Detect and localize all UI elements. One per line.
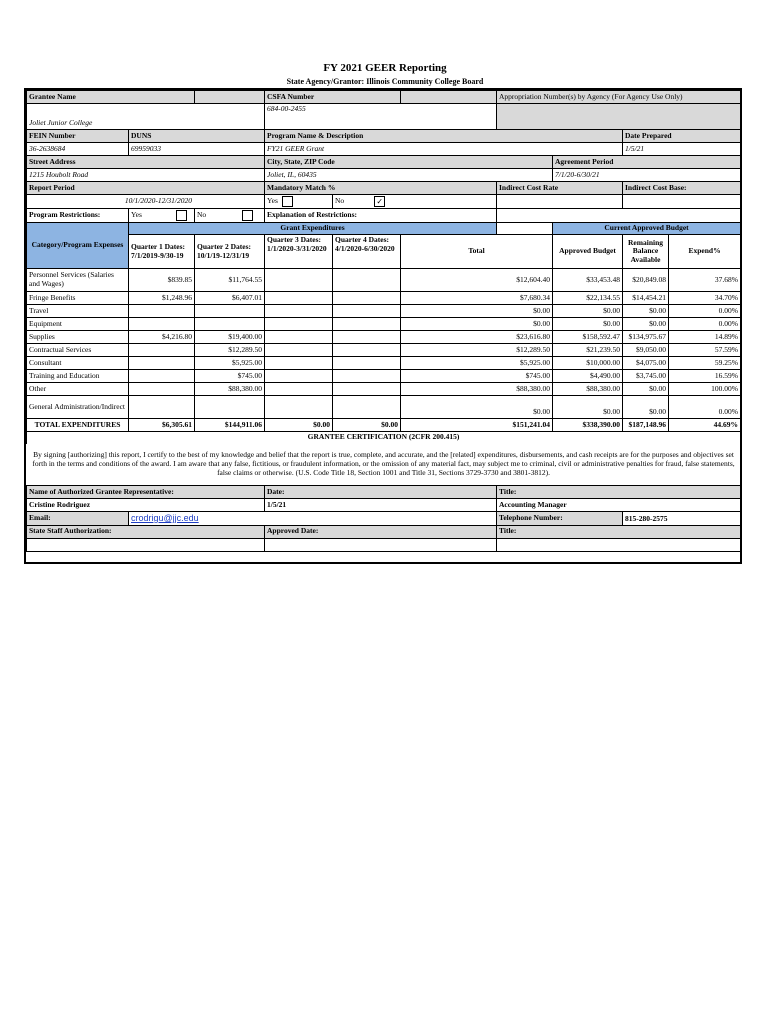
row-total: $5,925.00 — [401, 357, 553, 370]
table-row — [27, 396, 741, 419]
approved-date-label: Approved Date: — [265, 525, 497, 538]
row-q2[interactable]: $88,380.00 — [195, 383, 265, 396]
row-q2[interactable] — [195, 305, 265, 318]
row-category: Travel — [27, 305, 129, 318]
expend-header: Expend% — [669, 235, 741, 269]
row-q1[interactable]: $839.85 — [129, 269, 195, 292]
row-q1[interactable] — [129, 370, 195, 383]
staff-title-label: Title: — [497, 525, 741, 538]
row-category: Consultant — [27, 357, 129, 370]
approved-date-value[interactable] — [265, 538, 497, 551]
row-remaining: $134,975.67 — [623, 331, 669, 344]
totals-total: $151,241.04 — [401, 419, 553, 432]
explanation-value[interactable] — [497, 209, 741, 223]
rep-label: Name of Authorized Grantee Representative: — [27, 486, 265, 499]
row-q3[interactable] — [265, 396, 333, 419]
city-value[interactable]: Joliet, IL, 60435 — [265, 169, 553, 182]
totals-q3: $0.00 — [265, 419, 333, 432]
row-expend: 37.68% — [669, 269, 741, 292]
row-approved[interactable]: $33,453.48 — [553, 269, 623, 292]
row-q4[interactable] — [333, 292, 401, 305]
grantee-name-value[interactable]: Joliet Junior College — [27, 104, 265, 130]
row-q3[interactable] — [265, 305, 333, 318]
staff-auth-value[interactable] — [27, 538, 265, 551]
certification-title: GRANTEE CERTIFICATION (2CFR 200.415) — [27, 432, 741, 444]
row-q4[interactable] — [333, 383, 401, 396]
report-period-value[interactable]: 10/1/2020-12/31/2020 — [27, 195, 265, 209]
row-category: Fringe Benefits — [27, 292, 129, 305]
q3-header: Quarter 3 Dates: 1/1/2020-3/31/2020 — [265, 235, 333, 269]
table-row — [27, 331, 741, 344]
match-no — [333, 195, 497, 209]
row-q4[interactable] — [333, 357, 401, 370]
row-approved[interactable]: $0.00 — [553, 396, 623, 419]
totals-label: TOTAL EXPENDITURES — [27, 419, 129, 432]
row-q1[interactable] — [129, 318, 195, 331]
duns-label: DUNS — [129, 130, 265, 143]
row-q4[interactable] — [333, 305, 401, 318]
row-expend: 0.00% — [669, 318, 741, 331]
grantee-name-label: Grantee Name — [27, 91, 195, 104]
row-category: Supplies — [27, 331, 129, 344]
appropriation-value — [497, 104, 741, 130]
rep-name-value[interactable]: Cristine Rodriguez — [27, 499, 265, 512]
restrictions-yes-label: Yes — [131, 210, 142, 220]
row-category: Contractual Services — [27, 344, 129, 357]
row-remaining: $0.00 — [623, 396, 669, 419]
row-remaining: $4,075.00 — [623, 357, 669, 370]
totals-row — [27, 419, 741, 432]
row-q3[interactable] — [265, 383, 333, 396]
row-total: $0.00 — [401, 318, 553, 331]
table-row — [27, 370, 741, 383]
staff-title-value[interactable] — [497, 538, 741, 551]
csfa-number-value[interactable]: 684-00-2455 — [265, 104, 497, 130]
row-q4[interactable] — [333, 269, 401, 292]
indirect-base-label: Indirect Cost Base: — [623, 182, 741, 195]
current-budget-header: Current Approved Budget — [553, 223, 741, 235]
row-q1[interactable]: $1,248.96 — [129, 292, 195, 305]
mandatory-match-label: Mandatory Match % — [265, 182, 497, 195]
row-q3[interactable] — [265, 292, 333, 305]
match-yes-checkbox[interactable] — [282, 196, 293, 207]
row-q2[interactable]: $19,400.00 — [195, 331, 265, 344]
row-q3[interactable] — [265, 370, 333, 383]
row-category: Personnel Services (Salaries and Wages) — [27, 269, 129, 292]
restrictions-yes — [129, 209, 195, 223]
table-row — [27, 318, 741, 331]
row-q3[interactable] — [265, 357, 333, 370]
row-total: $88,380.00 — [401, 383, 553, 396]
date-prepared-label: Date Prepared — [623, 130, 741, 143]
row-remaining: $9,050.00 — [623, 344, 669, 357]
row-q3[interactable] — [265, 344, 333, 357]
table-row — [27, 357, 741, 370]
row-q1[interactable] — [129, 383, 195, 396]
appropriation-label: Appropriation Number(s) by Agency (For Agency Use Only) — [497, 91, 741, 104]
totals-q2: $144,911.06 — [195, 419, 265, 432]
row-total: $7,680.34 — [401, 292, 553, 305]
row-q2[interactable]: $12,289.50 — [195, 344, 265, 357]
row-q2[interactable]: $745.00 — [195, 370, 265, 383]
row-q4[interactable] — [333, 396, 401, 419]
row-expend: 0.00% — [669, 305, 741, 318]
row-q2[interactable] — [195, 396, 265, 419]
staff-auth-label: State Staff Authorization: — [27, 525, 265, 538]
row-category: Equipment — [27, 318, 129, 331]
explanation-label: Explanation of Restrictions: — [265, 209, 497, 223]
row-expend: 16.59% — [669, 370, 741, 383]
program-value[interactable]: FY21 GEER Grant — [265, 143, 623, 156]
row-total: $0.00 — [401, 396, 553, 419]
q1-header: Quarter 1 Dates: 7/1/2019-9/30-19 — [129, 235, 195, 269]
match-no-checkbox[interactable]: ✓ — [374, 196, 385, 207]
restrictions-no-label: No — [197, 210, 207, 220]
indirect-base-value[interactable] — [623, 195, 741, 209]
row-expend: 100.00% — [669, 383, 741, 396]
row-approved[interactable]: $158,592.47 — [553, 331, 623, 344]
street-value[interactable]: 1215 Houbolt Road — [27, 169, 265, 182]
table-row — [27, 383, 741, 396]
row-q2[interactable]: $6,407.01 — [195, 292, 265, 305]
category-header: Category/Program Expenses — [27, 223, 129, 269]
restrictions-no — [195, 209, 265, 223]
email-label: Email: — [27, 512, 129, 526]
header-gap — [497, 223, 553, 235]
report-table — [26, 90, 741, 552]
totals-remaining: $187,148.96 — [623, 419, 669, 432]
indirect-rate-value[interactable] — [497, 195, 623, 209]
row-total: $12,289.50 — [401, 344, 553, 357]
row-total: $23,616.80 — [401, 331, 553, 344]
row-q4[interactable] — [333, 344, 401, 357]
table-row — [27, 344, 741, 357]
row-q3[interactable] — [265, 269, 333, 292]
row-q3[interactable] — [265, 318, 333, 331]
row-total: $12,604.40 — [401, 269, 553, 292]
match-no-label: No — [335, 196, 345, 206]
q4-header: Quarter 4 Dates: 4/1/2020-6/30/2020 — [333, 235, 401, 269]
row-remaining: $20,849.08 — [623, 269, 669, 292]
totals-q4: $0.00 — [333, 419, 401, 432]
row-expend: 57.59% — [669, 344, 741, 357]
row-q1[interactable] — [129, 344, 195, 357]
title-label: Title: — [497, 486, 741, 499]
table-row — [27, 305, 741, 318]
row-q1[interactable] — [129, 357, 195, 370]
row-q4[interactable] — [333, 370, 401, 383]
row-category: Training and Education — [27, 370, 129, 383]
restrictions-no-checkbox[interactable] — [242, 210, 253, 221]
row-q4[interactable] — [333, 331, 401, 344]
row-q1[interactable] — [129, 396, 195, 419]
agreement-label: Agreement Period — [553, 156, 741, 169]
row-remaining: $14,454.21 — [623, 292, 669, 305]
row-q1[interactable]: $4,216.80 — [129, 331, 195, 344]
report-period-label: Report Period — [27, 182, 265, 195]
row-approved[interactable]: $0.00 — [553, 305, 623, 318]
row-expend: 34.70% — [669, 292, 741, 305]
table-row — [27, 269, 741, 292]
remaining-header: Remaining Balance Available — [623, 235, 669, 269]
certification-text: By signing [authorizing] this report, I certify to the best of my knowledge and belief that the report is true, complete, and accurate, and the [related] expenditures, disbursements, and cash receipts are for the purposes and objectives set forth in the terms and conditions of the award. I am aware that any false, fictitious, or fraudulent information, or the omission of any material fact, may subject me to criminal, civil or administrative penalties for fraud, false statements, false claims or otherwise. (U.S. Code Title 18, Section 1001 and Title 31, Sections 3729-3730 and 3801-3812). — [32, 450, 735, 477]
page-title: FY 2021 GEER Reporting — [323, 62, 447, 74]
agreement-value[interactable]: 7/1/20-6/30/21 — [553, 169, 741, 182]
row-q2[interactable]: $11,764.55 — [195, 269, 265, 292]
totals-q1: $6,305.61 — [129, 419, 195, 432]
program-restrictions-label: Program Restrictions: — [27, 209, 129, 223]
row-approved[interactable]: $0.00 — [553, 318, 623, 331]
row-remaining: $3,745.00 — [623, 370, 669, 383]
row-remaining: $0.00 — [623, 305, 669, 318]
duns-value[interactable]: 69959033 — [129, 143, 265, 156]
date-label: Date: — [265, 486, 497, 499]
title-value[interactable]: Accounting Manager — [497, 499, 741, 512]
row-category: Other — [27, 383, 129, 396]
report-form — [24, 88, 742, 564]
row-category: General Administration/Indirect — [27, 396, 129, 419]
totals-approved: $338,390.00 — [553, 419, 623, 432]
email-cell — [129, 512, 497, 526]
row-expend: 59.25% — [669, 357, 741, 370]
street-label: Street Address — [27, 156, 265, 169]
row-approved[interactable]: $21,239.50 — [553, 344, 623, 357]
indirect-rate-label: Indirect Cost Rate — [497, 182, 623, 195]
page-subtitle: State Agency/Grantor: Illinois Community College Board — [286, 77, 484, 86]
row-expend: 0.00% — [669, 396, 741, 419]
grantee-name-spacer — [195, 91, 265, 104]
csfa-label: CSFA Number — [265, 91, 401, 104]
total-header: Total — [401, 235, 553, 269]
row-q3[interactable] — [265, 331, 333, 344]
row-approved[interactable]: $22,134.55 — [553, 292, 623, 305]
match-yes-label: Yes — [267, 196, 278, 206]
phone-label: Telephone Number: — [497, 512, 623, 526]
city-label: City, State, ZIP Code — [265, 156, 553, 169]
restrictions-yes-checkbox[interactable] — [176, 210, 187, 221]
csfa-spacer — [401, 91, 497, 104]
table-row — [27, 292, 741, 305]
totals-expend: 44.69% — [669, 419, 741, 432]
row-remaining: $0.00 — [623, 318, 669, 331]
row-approved[interactable]: $4,490.00 — [553, 370, 623, 383]
q2-header: Quarter 2 Dates: 10/1/19-12/31/19 — [195, 235, 265, 269]
row-approved[interactable]: $88,380.00 — [553, 383, 623, 396]
fein-label: FEIN Number — [27, 130, 129, 143]
phone-value[interactable]: 815-280-2575 — [623, 512, 741, 526]
row-total: $0.00 — [401, 305, 553, 318]
row-total: $745.00 — [401, 370, 553, 383]
row-approved[interactable]: $10,000.00 — [553, 357, 623, 370]
row-q1[interactable] — [129, 305, 195, 318]
row-q4[interactable] — [333, 318, 401, 331]
program-label: Program Name & Description — [265, 130, 623, 143]
row-remaining: $0.00 — [623, 383, 669, 396]
match-yes — [265, 195, 333, 209]
row-expend: 14.89% — [669, 331, 741, 344]
approved-header: Approved Budget — [553, 235, 623, 269]
row-q2[interactable] — [195, 318, 265, 331]
date-value[interactable]: 1/5/21 — [265, 499, 497, 512]
fein-value[interactable]: 36-2638684 — [27, 143, 129, 156]
grant-expenditures-header: Grant Expenditures — [129, 223, 497, 235]
date-prepared-value[interactable]: 1/5/21 — [623, 143, 741, 156]
email-link[interactable]: crodrigu@jjc.edu — [131, 513, 199, 523]
row-q2[interactable]: $5,925.00 — [195, 357, 265, 370]
